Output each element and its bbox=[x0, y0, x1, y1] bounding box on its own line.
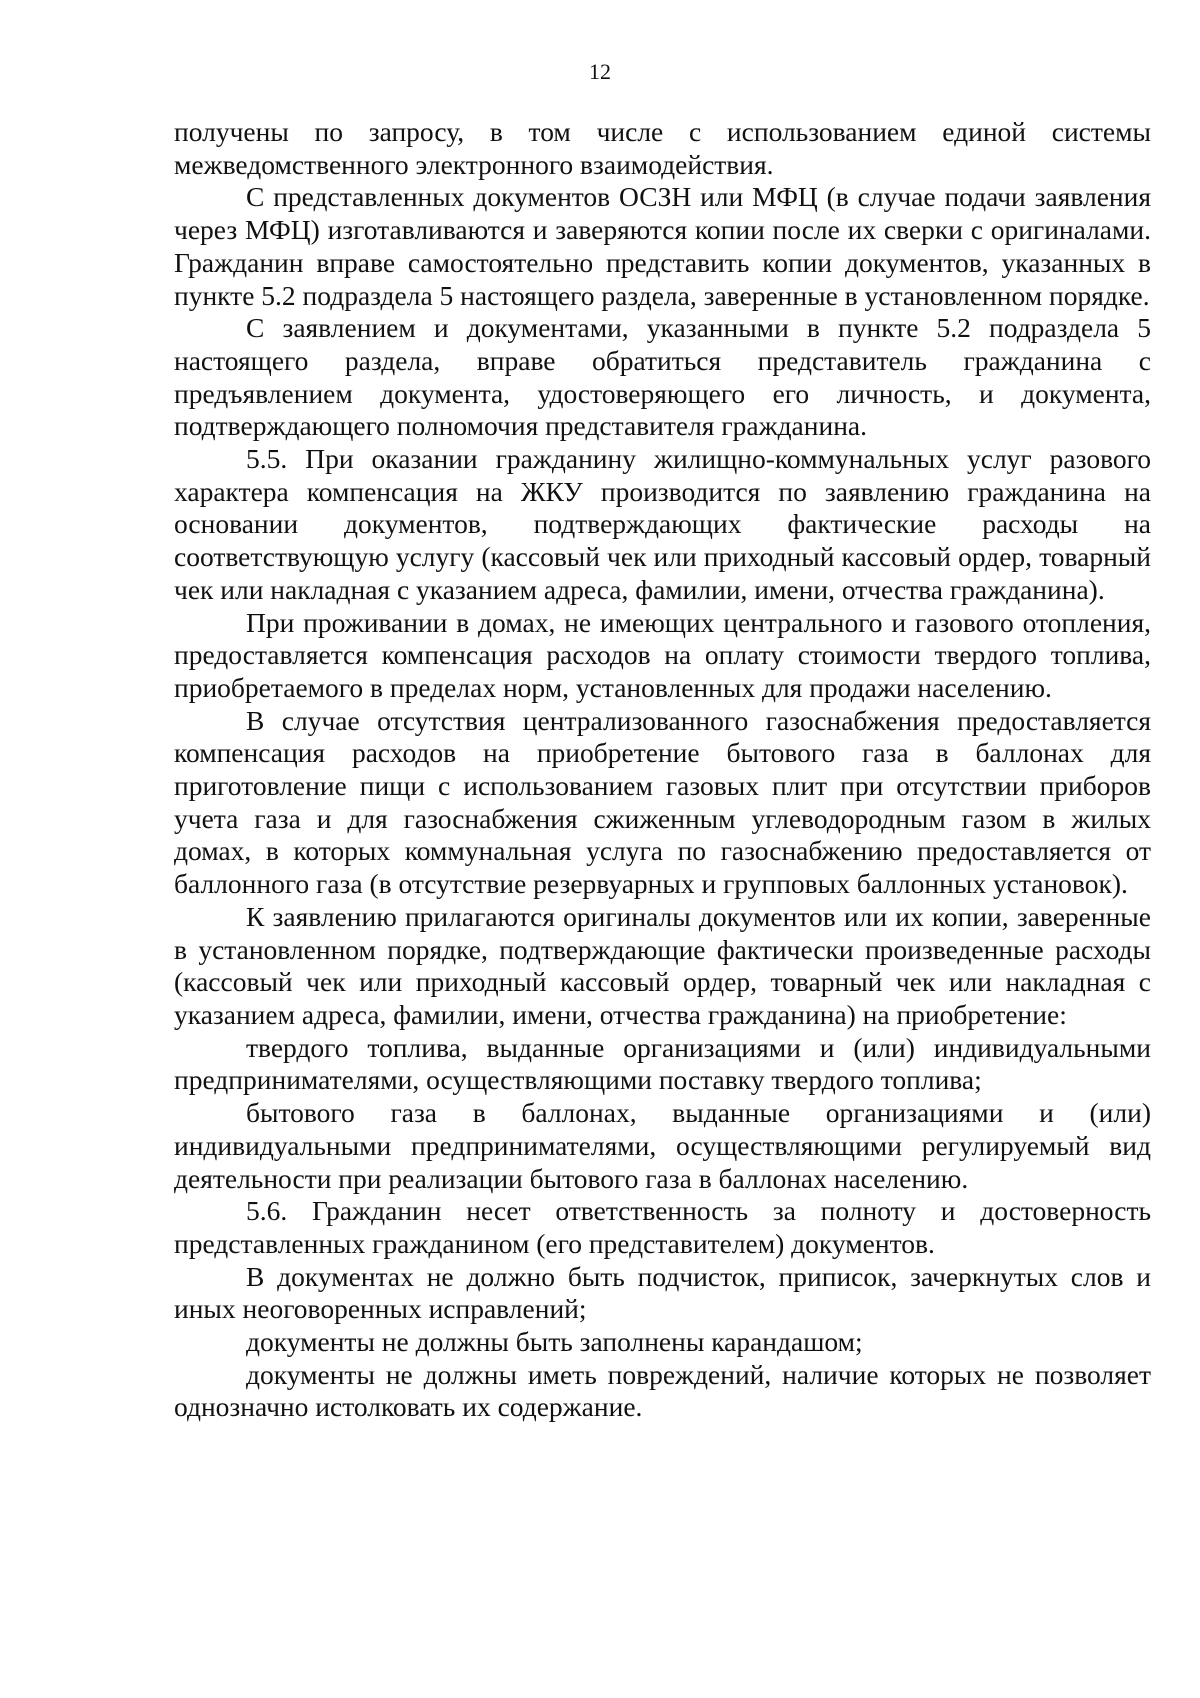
paragraph-no-corrections: В документах не должно быть подчисток, приписок, зачеркнутых слов и иных неоговоренных исправлений; bbox=[174, 1260, 1151, 1325]
list-item-solid-fuel: твердого топлива, выданные организациями и (или) индивидуальными предпринимателями, осуществляющими поставку твердого топлива; bbox=[174, 1031, 1151, 1096]
paragraph-document-copies: С представленных документов ОСЗН или МФЦ (в случае подачи заявления через МФЦ) изготавливаются и заверяются копии после их сверки с оригиналами. Гражданин вправе самостоятельно представить копии документов, указанных в пункте 5.2 подраздела 5 настоящего раздела, заверенные в установленном порядке. bbox=[174, 181, 1151, 311]
list-item-bottled-gas: бытового газа в баллонах, выданные организациями и (или) индивидуальными предпринимателями, осуществляющими регулируемый вид деятельности при реализации бытового газа в баллонах населению. bbox=[174, 1097, 1151, 1194]
paragraph-clause-5-5: 5.5. При оказании гражданину жилищно-коммунальных услуг разового характера компенсация на ЖКУ производится по заявлению гражданина на основании документов, подтверждающих фактические расходы на соответствующую услугу (кассовый чек или приходный кассовый ордер, товарный чек или накладная с указанием адреса, фамилии, имени, отчества гражданина). bbox=[174, 443, 1151, 605]
document-body bbox=[174, 116, 1151, 1424]
paragraph-attachments: К заявлению прилагаются оригиналы документов или их копии, заверенные в установленном порядке, подтверждающие фактически произведенные расходы (кассовый чек или приходный кассовый ордер, товарный чек или накладная с указанием адреса, фамилии, имени, отчества гражданина) на приобретение: bbox=[174, 900, 1151, 1030]
paragraph-solid-fuel: При проживании в домах, не имеющих центрального и газового отопления, предоставляется компенсация расходов на оплату стоимости твердого топлива, приобретаемого в пределах норм, установленных для продажи населению. bbox=[174, 606, 1151, 703]
paragraph-continuation: получены по запросу, в том числе с использованием единой системы межведомственного электронного взаимодействия. bbox=[174, 116, 1151, 180]
paragraph-representative: С заявлением и документами, указанными в пункте 5.2 подраздела 5 настоящего раздела, вправе обратиться представитель гражданина с предъявлением документа, удостоверяющего его личность, и документа, подтверждающего полномочия представителя гражданина. bbox=[174, 312, 1151, 442]
page-number: 12 bbox=[589, 59, 611, 84]
paragraph-no-pencil: документы не должны быть заполнены карандашом; bbox=[246, 1326, 863, 1358]
paragraph-no-damage: документы не должны иметь повреждений, наличие которых не позволяет однозначно истолковать их содержание. bbox=[174, 1358, 1151, 1423]
paragraph-gas-supply: В случае отсутствия централизованного газоснабжения предоставляется компенсация расходов на приобретение бытового газа в баллонах для приготовление пищи с использованием газовых плит при отсутствии приборов учета газа и для газоснабжения сжиженным углеводородным газом в жилых домах, в которых коммунальная услуга по газоснабжению предоставляется от баллонного газа (в отсутствие резервуарных и групповых баллонных установок). bbox=[174, 704, 1151, 900]
paragraph-clause-5-6: 5.6. Гражданин несет ответственность за полноту и достоверность представленных гражданином (его представителем) документов. bbox=[174, 1195, 1151, 1259]
